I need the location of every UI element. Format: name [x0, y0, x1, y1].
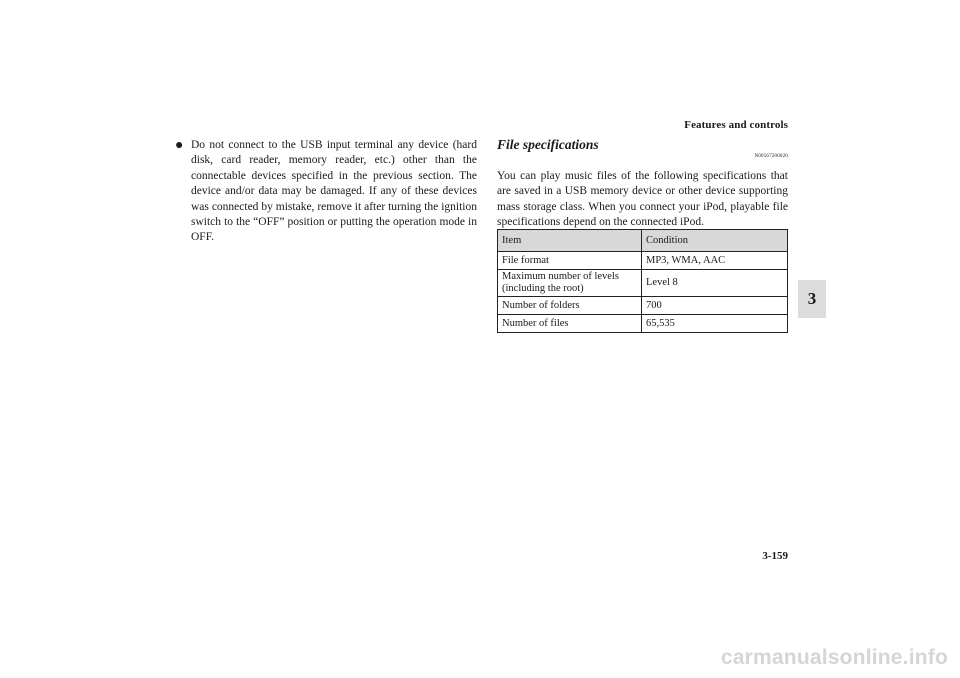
page-number: 3-159	[762, 550, 788, 562]
table-cell-item: Maximum number of levels (including the root)	[498, 270, 642, 297]
specifications-table	[497, 229, 788, 333]
file-specifications-section	[497, 137, 788, 242]
section-title: File specifications	[497, 137, 599, 152]
watermark: carmanualsonline.info	[720, 646, 948, 669]
column-header-item: Item	[498, 230, 642, 252]
section-intro: You can play music files of the following specifications that are saved in a USB memory device or other device supporting mass storage class. When you connect your iPod, playable file specifications depend on the connected iPod.	[497, 170, 788, 229]
table-cell-item: File format	[498, 252, 642, 270]
table-row	[498, 315, 788, 333]
running-header: Features and controls	[684, 119, 788, 131]
table-row	[498, 297, 788, 315]
caution-text: Do not connect to the USB input terminal any device (hard disk, card reader, memory reader, etc.) other than the connectable devices specified in the previous section. The device and/or data may be damaged. If any of these devices was connected by mistake, remove it after turning the ignition switch to the “OFF” position or putting the operation mode in OFF.	[191, 139, 477, 244]
caution-bullet-item	[175, 138, 477, 246]
table-cell-item: Number of folders	[498, 297, 642, 315]
table-cell-item: Number of files	[498, 315, 642, 333]
table-cell-condition: MP3, WMA, AAC	[642, 252, 788, 270]
table-header-row	[498, 230, 788, 252]
table-cell-condition: 65,535	[642, 315, 788, 333]
table-cell-condition: 700	[642, 297, 788, 315]
chapter-tab: 3	[798, 280, 826, 318]
table-row	[498, 270, 788, 297]
table-cell-condition: Level 8	[642, 270, 788, 297]
column-header-condition: Condition	[642, 230, 788, 252]
table-row	[498, 252, 788, 270]
document-code: N00567200020	[754, 154, 788, 159]
bullet-icon: ●	[175, 138, 184, 153]
